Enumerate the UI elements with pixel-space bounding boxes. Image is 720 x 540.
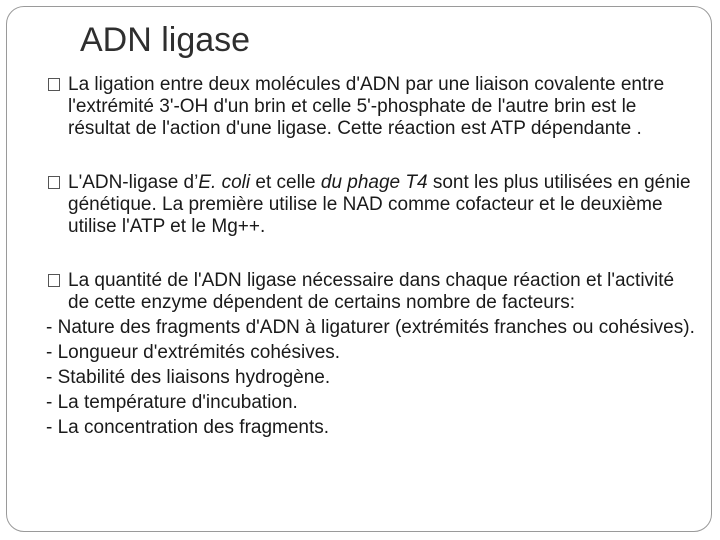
factor-item [46, 417, 696, 439]
bullet-text: La ligation entre deux molécules d'ADN par une liaison covalente entre l'extrémité 3'-OH d'un brin et celle 5'-phosphate de l'autre brin est le résultat de l'action d'une ligase. Cette réaction est ATP dépendante . [68, 74, 665, 139]
bullet-text [68, 172, 696, 238]
dash-marker: - [46, 417, 58, 438]
slide-title: ADN ligase [80, 21, 251, 59]
factor-text: Longueur d'extrémités cohésives. [57, 342, 341, 363]
checkbox-bullet-icon [48, 176, 60, 189]
bullet-text-part: sont les plus utilisées en génie génétique. La première utilise le NAD comme cofacteur et le deuxième utilise l'ATP et le Mg++. [68, 172, 691, 237]
checkbox-bullet-icon [48, 78, 60, 91]
factor-item [46, 367, 696, 389]
dash-marker: - [46, 367, 58, 388]
bullet-ligation [46, 74, 696, 140]
dash-marker: - [46, 392, 58, 413]
bullet-quantity [46, 270, 696, 314]
factor-text: La température d'incubation. [57, 392, 298, 413]
factor-item [46, 317, 696, 339]
phage-name: du phage T4 [320, 172, 428, 193]
bullet-text: La quantité de l'ADN ligase nécessaire dans chaque réaction et l'activité de cette enzyme dépendent de certains nombre de facteurs: [68, 270, 675, 313]
bullet-text-part: L'ADN-ligase d’ [68, 172, 199, 193]
factor-item [46, 342, 696, 364]
checkbox-bullet-icon [48, 274, 60, 287]
slide-content [46, 74, 696, 442]
dash-marker: - [46, 317, 58, 338]
species-name: E. coli [198, 172, 251, 193]
bullet-ligase-types [46, 172, 696, 238]
factor-text: La concentration des fragments. [57, 417, 330, 438]
factor-item [46, 392, 696, 414]
factor-text: Stabilité des liaisons hydrogène. [57, 367, 331, 388]
factor-text: Nature des fragments d'ADN à ligaturer (extrémités franches ou cohésives). [57, 317, 695, 338]
bullet-text-part: et celle [250, 172, 321, 193]
dash-marker: - [46, 342, 58, 363]
